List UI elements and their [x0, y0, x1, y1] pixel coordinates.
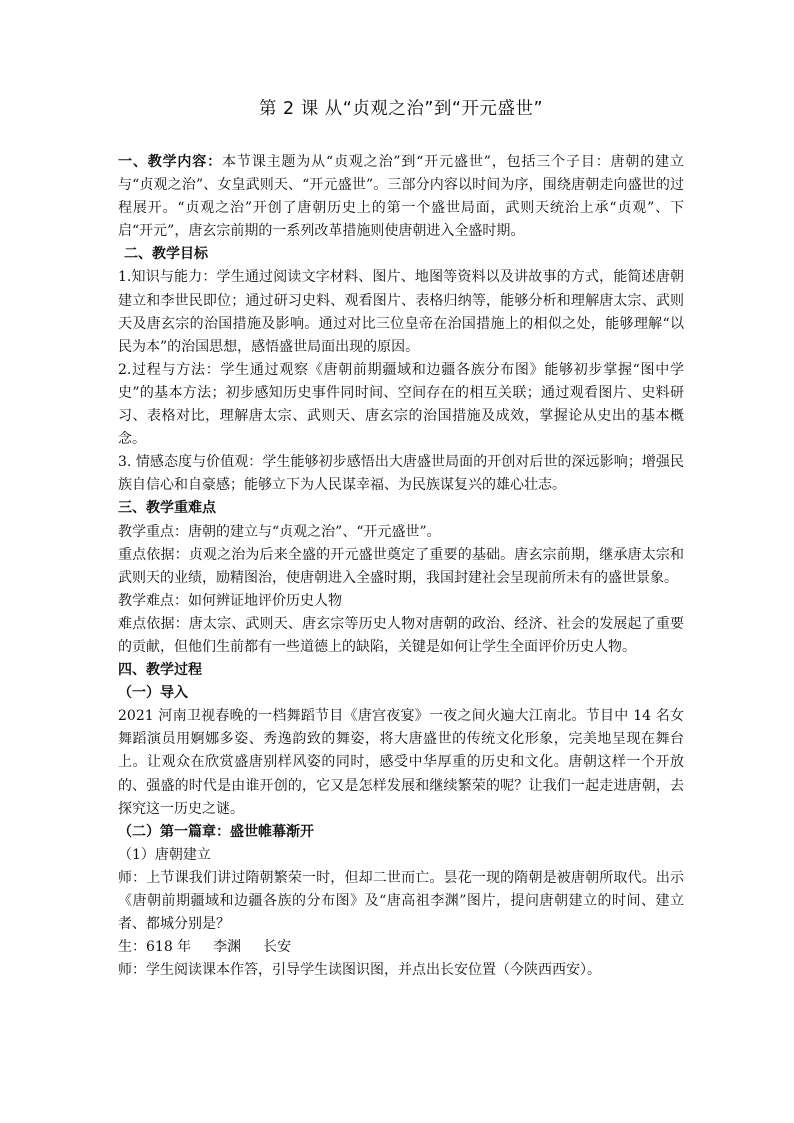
document-page: [118, 96, 684, 982]
student-label: 生：: [118, 939, 146, 956]
objective-knowledge: 1.知识与能力：学生通过阅读文字材料、图片、地图等资料以及讲故事的方式，能简述唐朝建立和李世民即位；通过研习史料、观看图片、表格归纳等，能够分析和理解唐太宗、武则天及唐玄宗的治国措施及影响。通过对比三位皇帝在治国措施上的相似之处，能够理解“以民为本”的治国思想，感悟盛世局面出现的原因。: [118, 269, 684, 355]
section-heading-key-points: 三、教学重难点: [118, 500, 216, 517]
answer-founder: 李渊: [213, 939, 242, 956]
intro-text: 2021 河南卫视春晚的一档舞蹈节目《唐宫夜宴》一夜之间火遍大江南北。节目中 14 名女舞蹈演员用婀娜多姿、秀逸韵致的舞姿，将大唐盛世的传统文化形象，完美地呈现在舞台上。让观众在欣赏盛唐别样风姿的同时，感受中华厚重的历史和文化。唐朝这样一个开放的、强盛的时代是由谁开创的，它又是怎样发展和继续繁荣的呢？让我们一起走进唐朝，去探究这一历史之谜。: [118, 708, 684, 817]
student-answer: [118, 936, 684, 959]
objective-process: 2.过程与方法：学生通过观察《唐朝前期疆域和边疆各族分布图》能够初步掌握“图中学史”的基本方法；初步感知历史事件同时间、空间存在的相互关联；通过观看图片、史料研习、表格对比，理解唐太宗、武则天、唐玄宗的治国措施及成效，掌握论从史出的基本概念。: [118, 361, 684, 448]
answer-capital: 长安: [263, 939, 292, 956]
answer-year: 618 年: [146, 939, 192, 956]
item-tang-founding: （1）唐朝建立: [118, 846, 211, 863]
objective-attitude: 3. 情感态度与价值观：学生能够初步感悟出大唐盛世局面的开创对后世的深远影响；增强民族自信心和自豪感；能够立下为人民谋幸福、为民族谋复兴的雄心壮志。: [118, 454, 684, 494]
difficulty-basis: 难点依据：唐太宗、武则天、唐玄宗等历史人物对唐朝的政治、经济、社会的发展起了重要的贡献，但他们生前都有一些道德上的缺陷，关键是如何让学生全面评价历史人物。: [118, 615, 684, 655]
section-heading-content: 一、教学内容：: [118, 154, 222, 170]
lesson-title: 第 2 课 从“贞观之治”到“开元盛世”: [258, 99, 544, 119]
section-teaching-content: [118, 151, 684, 243]
section-content-text: 本节课主题为从“贞观之治”到“开元盛世”，包括三个子目：唐朝的建立与“贞观之治”、女皇武则天、“开元盛世”。三部分内容以时间为序，围绕唐朝走向盛世的过程展开。“贞观之治”开创了唐朝历史上的第一个盛世局面，武则天统治上承“贞观”、下启“开元”，唐玄宗前期的一系列改革措施则使唐朝进入全盛时期。: [118, 154, 684, 240]
subsection-heading-chapter-one: （二）第一篇章：盛世帷幕渐开: [118, 823, 314, 840]
teacher-guidance: 师：学生阅读课本作答，引导学生读图识图，并点出长安位置（今陕西西安）。: [118, 962, 601, 979]
teacher-question: 师：上节课我们讲过隋朝繁荣一时，但却二世而亡。昙花一现的隋朝是被唐朝所取代。出示《唐朝前期疆域和边疆各族的分布图》及“唐高祖李渊”图片，提问唐朝建立的时间、建立者、都城分别是？: [118, 869, 684, 933]
key-point-basis: 重点依据：贞观之治为后来全盛的开元盛世奠定了重要的基础。唐玄宗前期，继承唐太宗和武则天的业绩，励精图治，使唐朝进入全盛时期，我国封建社会呈现前所未有的盛世景象。: [118, 546, 684, 586]
teaching-difficulty: 教学难点：如何辨证地评价历史人物: [118, 592, 342, 609]
teaching-key-point: 教学重点：唐朝的建立与“贞观之治”、“开元盛世”。: [118, 523, 441, 540]
subsection-heading-intro: （一）导入: [118, 685, 188, 702]
section-heading-objectives: 二、教学目标: [124, 246, 208, 263]
section-heading-process: 四、教学过程: [118, 662, 202, 679]
